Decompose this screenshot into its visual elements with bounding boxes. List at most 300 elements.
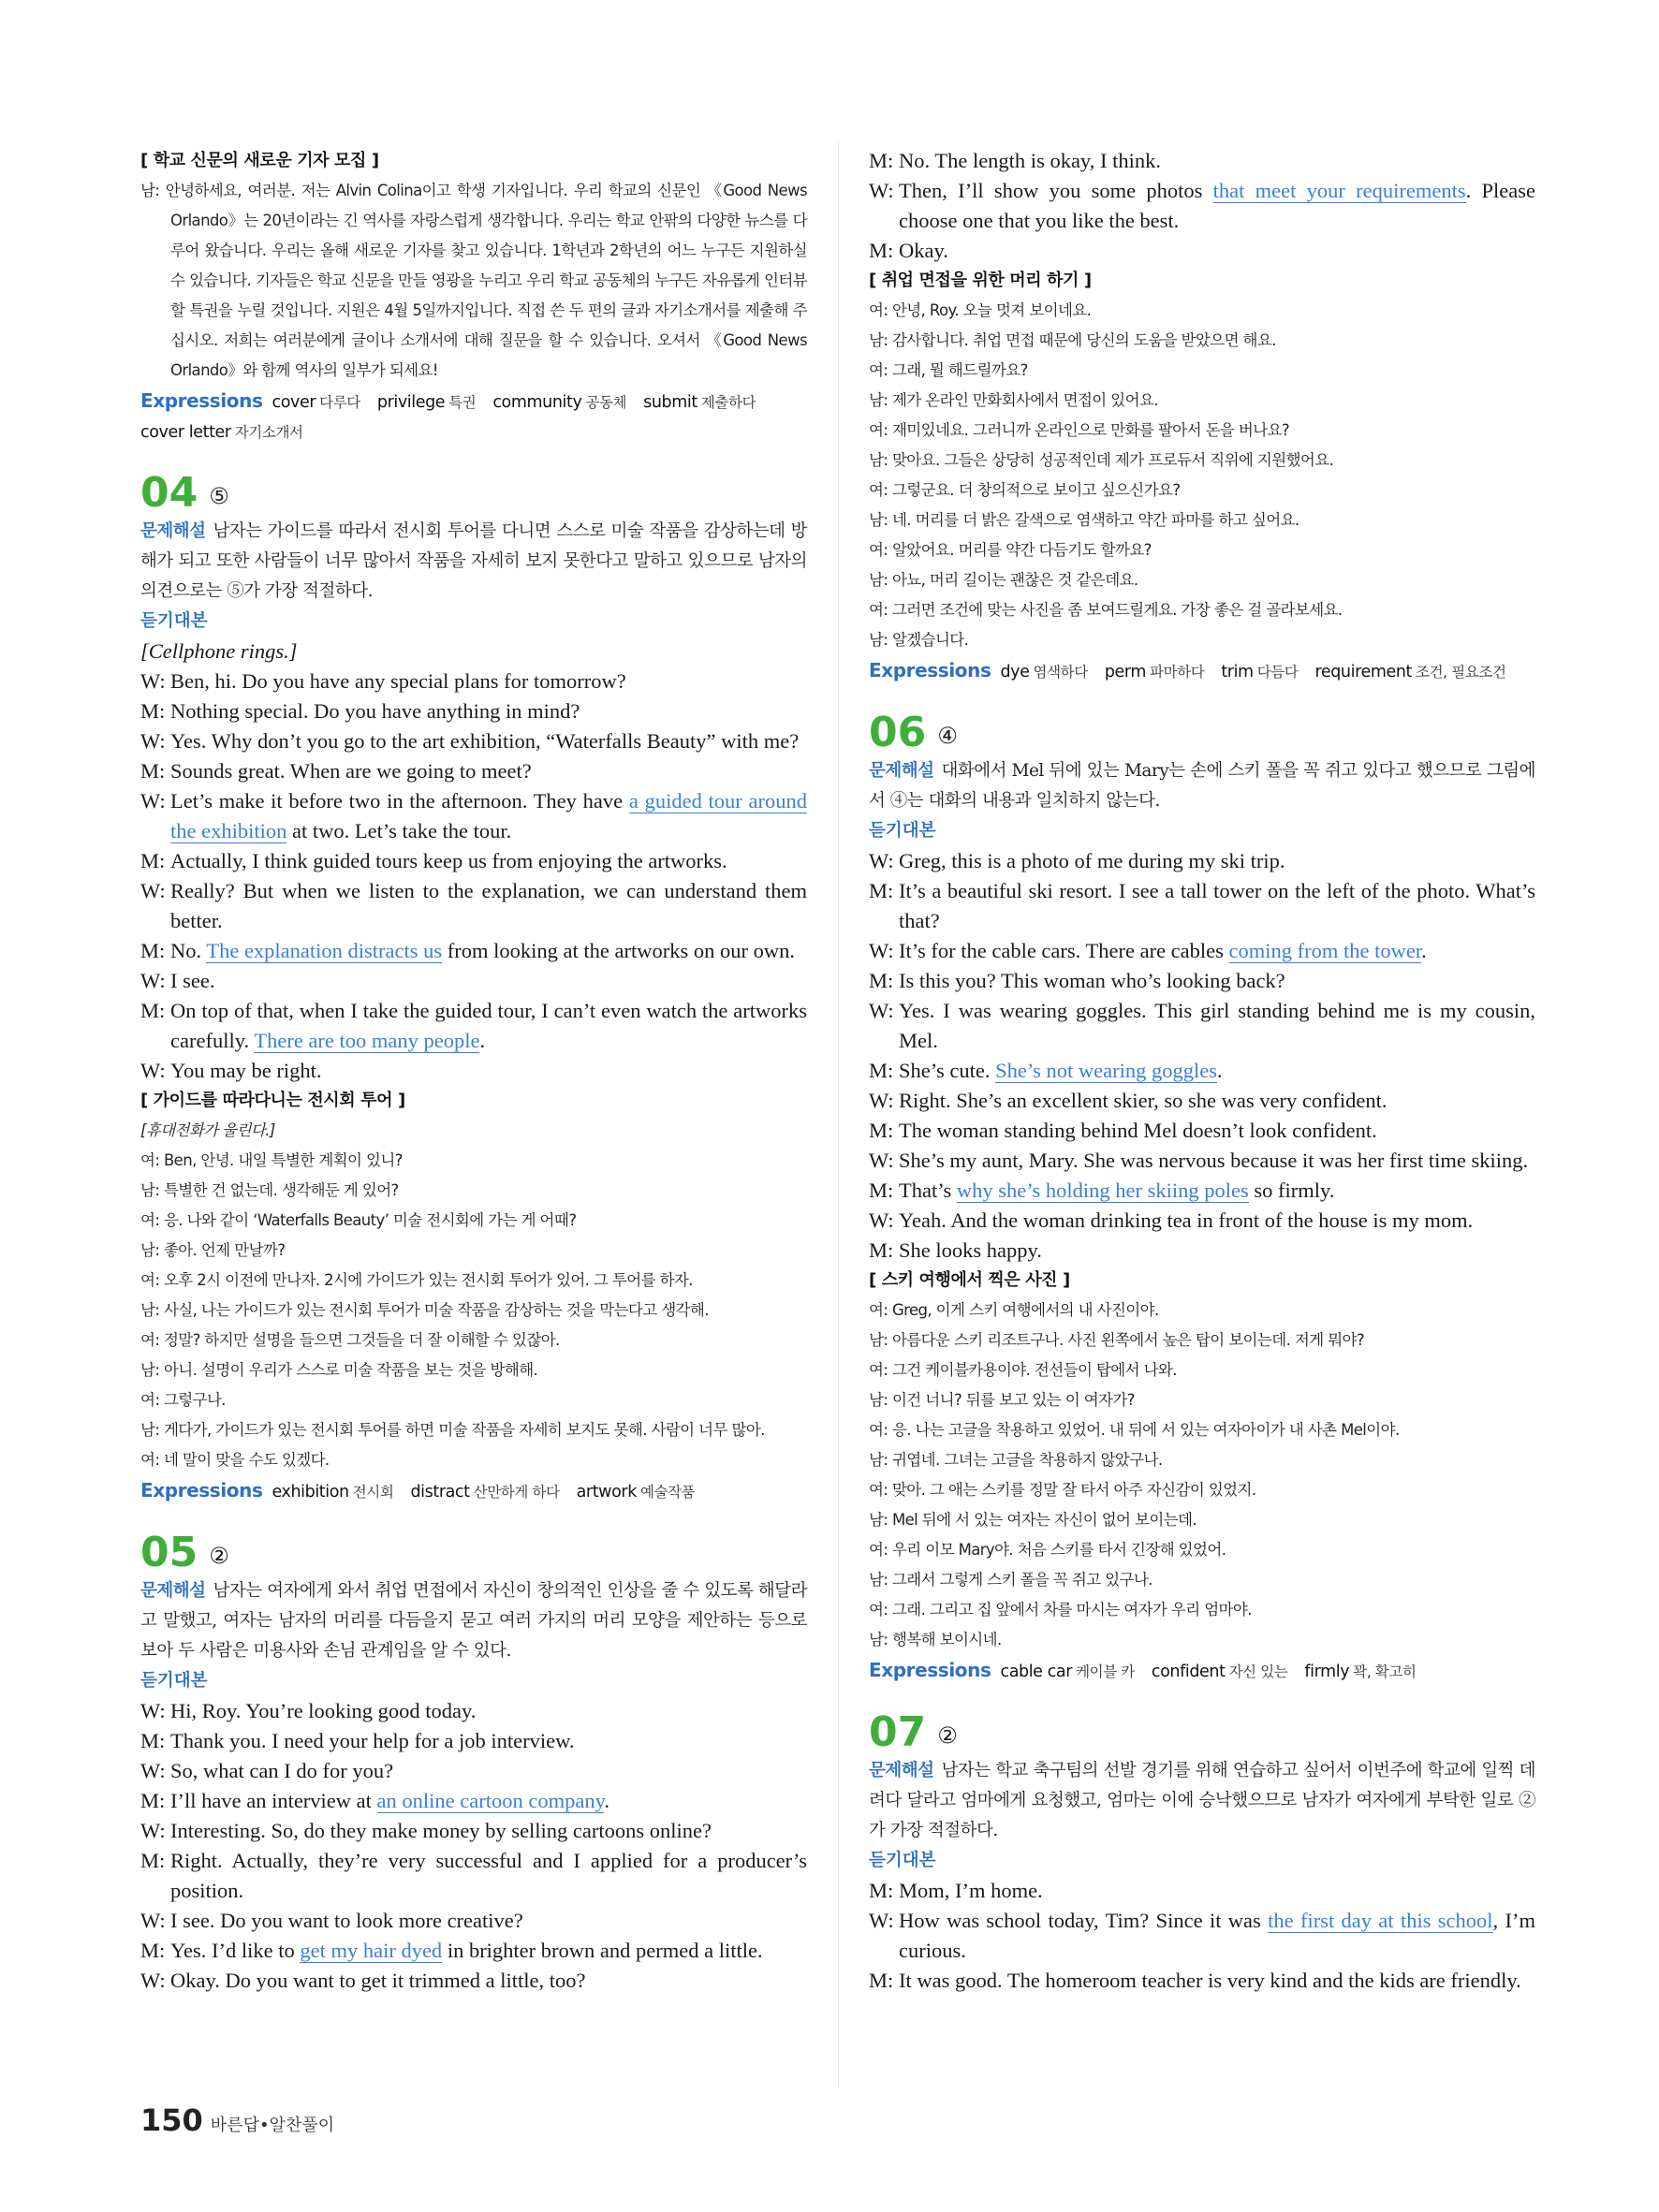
dialogue	[869, 1876, 1535, 1996]
dialogue	[140, 667, 807, 1086]
speaker: W:	[140, 1759, 166, 1782]
korean-line: 남: 네. 머리를 더 밝은 갈색으로 염색하고 약간 파마를 하고 싶어요.	[869, 511, 1299, 529]
expression-word: distract	[410, 1483, 470, 1502]
text: Nothing special. Do you have anything in mind?	[170, 699, 580, 723]
text: from looking at the artworks on our own.	[442, 939, 795, 962]
dialogue-line	[869, 146, 1535, 176]
speaker: M:	[869, 1179, 894, 1202]
korean-line: 여: 응. 나와 같이 ‘Waterfalls Beauty’ 미술 전시회에 가는 게 어때?	[140, 1211, 577, 1229]
dialogue-line	[140, 1816, 807, 1846]
speaker: M:	[140, 699, 166, 723]
line-text	[170, 966, 807, 996]
text: It’s a beautiful ski resort. I see a tall tower on the left of the photo. What’s that?	[899, 879, 1535, 932]
speaker: M:	[140, 999, 166, 1022]
section-heading: [ 스키 여행에서 찍은 사진 ]	[869, 1270, 1070, 1290]
speaker: M:	[869, 1238, 894, 1262]
korean-line: 여: 그래. 그리고 집 앞에서 차를 마시는 여자가 우리 엄마야.	[869, 1601, 1252, 1619]
speaker: M:	[140, 939, 166, 962]
speaker: W:	[140, 789, 166, 813]
dialogue-line	[869, 996, 1535, 1056]
line-text	[899, 1146, 1535, 1176]
line-text	[899, 936, 1535, 966]
text: So, what can I do for you?	[170, 1759, 394, 1782]
line-text	[170, 1786, 807, 1816]
expression-item	[1314, 663, 1505, 681]
text: Right. She’s an excellent skier, so she was very confident.	[899, 1089, 1387, 1112]
dialogue	[140, 1696, 807, 1996]
korean-translation: 남: 안녕하세요, 여러분. 저는 Alvin Colina이고 학생 기자입니다. 우리 학교의 신문인 《Good News Orlando》는 20년이라는 긴 역사를 자랑스럽게 생각합니다. 우리는 학교 안팎의 다양한 뉴스를 다루어 왔습니다. 우리는 올해 새로운 기자를 찾고 있습니다. 1학년과 2학년의 어느 누구든 지원하실 수 있습니다. 기자들은 학교 신문을 만들 영광을 누리고 우리 학교 공동체의 누구든 자유롭게 인터뷰할 특권을 누릴 것입니다. 지원은 4월 5일까지입니다. 직접 쓴 두 편의 글과 자기소개서를 제출해 주십시오. 저희는 여러분에게 글이나 소개서에 대해 질문을 할 수 있습니다. 오셔서 《Good News Orlando》와 함께 역사의 일부가 되세요!	[140, 182, 807, 379]
explanation	[869, 1756, 1535, 1846]
korean-line: 남: 사실, 나는 가이드가 있는 전시회 투어가 미술 작품을 감상하는 것을 막는다고 생각해.	[140, 1301, 709, 1319]
key-phrase: why she’s holding her skiing poles	[956, 1179, 1249, 1202]
korean-line: 여: 정말? 하지만 설명을 들으면 그것들을 더 잘 이해할 수 있잖아.	[140, 1331, 560, 1349]
text: .	[479, 1029, 486, 1052]
dialogue-line	[869, 936, 1535, 966]
text: I see.	[170, 969, 215, 992]
key-phrase: that meet your requirements	[1212, 179, 1466, 202]
speaker: M:	[140, 759, 166, 783]
korean-line: 남: 특별한 건 없는데. 생각해둔 게 있어?	[140, 1181, 399, 1199]
expressions-label: Expressions	[140, 1479, 263, 1502]
dialogue-line	[869, 876, 1535, 936]
text: Then, I’ll show you some photos	[899, 179, 1213, 202]
text: Ben, hi. Do you have any special plans for tomorrow?	[170, 669, 626, 693]
dialogue-line	[140, 1726, 807, 1756]
speaker: W:	[140, 1969, 166, 1992]
line-text	[899, 1176, 1535, 1206]
expressions-label: Expressions	[140, 389, 263, 412]
dialogue-line	[140, 756, 807, 786]
dialogue-line	[140, 876, 807, 936]
speaker: M:	[869, 239, 894, 262]
line-text	[899, 1116, 1535, 1146]
line-text	[899, 876, 1535, 936]
left-column	[140, 146, 807, 1996]
dialogue-line	[140, 696, 807, 726]
line-text	[170, 996, 807, 1056]
text: Let’s make it before two in the afternoon. They have	[170, 789, 629, 813]
key-phrase: There are too many people	[254, 1029, 480, 1052]
expressions-label: Expressions	[869, 1659, 991, 1681]
speaker: M:	[140, 1729, 166, 1752]
dialogue-line	[869, 846, 1535, 876]
expression-word: artwork	[576, 1483, 637, 1502]
expression-meaning: 공동체	[585, 394, 627, 411]
korean-line: 여: 오후 2시 이전에 만나자. 2시에 가이드가 있는 전시회 투어가 있어. 그 투어를 하자.	[140, 1271, 693, 1289]
expression-word: requirement	[1314, 663, 1413, 681]
expression-word: cover	[272, 393, 316, 412]
answer-number: ②	[937, 1722, 958, 1749]
question-number: 07	[869, 1708, 927, 1756]
korean-line: 여: 그건 케이블카용이야. 전선들이 탑에서 나와.	[869, 1361, 1177, 1379]
line-text	[170, 1936, 807, 1966]
expressions	[140, 1475, 807, 1507]
expression-word: dye	[1000, 663, 1030, 681]
answer-number: ②	[209, 1543, 229, 1569]
speaker: W:	[869, 849, 894, 872]
line-text	[170, 1966, 807, 1996]
dialogue	[869, 846, 1535, 1266]
question-header	[140, 1524, 807, 1576]
line-text	[899, 1056, 1535, 1086]
korean-line: 남: 아뇨, 머리 길이는 괜찮은 것 같은데요.	[869, 571, 1138, 589]
speaker: W:	[140, 969, 166, 992]
expression-item	[492, 393, 626, 412]
expression-item	[577, 1483, 696, 1502]
dialogue-line	[869, 1876, 1535, 1906]
text: Is this you? This woman who’s looking back?	[899, 969, 1285, 992]
text: so firmly.	[1248, 1179, 1335, 1202]
explanation	[869, 756, 1535, 816]
question-header	[140, 464, 807, 517]
speaker: W:	[869, 939, 894, 962]
key-phrase: coming from the tower	[1228, 939, 1422, 962]
expression-meaning: 파마하다	[1150, 664, 1205, 681]
line-text	[170, 846, 807, 876]
korean-line: 여: 그렇구나.	[140, 1391, 226, 1409]
dialogue-line	[869, 1086, 1535, 1116]
expression-meaning: 자신 있는	[1228, 1663, 1288, 1680]
expression-item	[1152, 1663, 1288, 1681]
line-text	[170, 1906, 807, 1936]
expression-item	[1105, 663, 1205, 681]
text: .	[604, 1789, 609, 1812]
speaker: W:	[140, 1699, 166, 1722]
speaker: M:	[140, 1939, 166, 1962]
explanation	[140, 517, 807, 607]
question-header	[869, 1704, 1535, 1756]
stage-direction-kr: [휴대전화가 울린다.]	[140, 1121, 275, 1139]
answer-number: ④	[937, 723, 958, 749]
text: .	[1421, 939, 1427, 962]
line-text	[170, 726, 807, 756]
text: No.	[170, 939, 207, 962]
stage-direction: [Cellphone rings.]	[140, 639, 298, 663]
text: .	[1216, 1059, 1223, 1082]
korean-line: 여: 재미있네요. 그러니까 온라인으로 만화를 팔아서 돈을 버나요?	[869, 421, 1290, 439]
korean-line: 남: 감사합니다. 취업 면접 때문에 당신의 도움을 받았으면 해요.	[869, 331, 1276, 349]
speaker: M:	[140, 1849, 166, 1872]
dialogue-line	[140, 786, 807, 846]
expression-item	[272, 393, 360, 412]
line-text	[899, 1206, 1535, 1236]
line-text	[170, 1696, 807, 1726]
dialogue-line	[140, 1906, 807, 1936]
dialogue-line	[140, 1966, 807, 1996]
dialogue-line	[869, 1206, 1535, 1236]
expression-meaning: 예술작품	[639, 1484, 696, 1501]
text: Yes. Why don’t you go to the art exhibition, “Waterfalls Beauty” with me?	[170, 729, 800, 753]
expression-item	[1000, 663, 1087, 681]
book-title: 바른답•알찬풀이	[210, 2116, 335, 2135]
line-text	[170, 1756, 807, 1786]
text: Interesting. So, do they make money by selling cartoons online?	[170, 1819, 712, 1842]
speaker: W:	[869, 1089, 894, 1112]
korean-line: 남: 맞아요. 그들은 상당히 성공적인데 제가 프로듀서 직위에 지원했어요.	[869, 451, 1334, 469]
dialogue-line	[140, 1056, 807, 1086]
page-number: 150	[140, 2102, 203, 2138]
page-footer	[140, 2102, 334, 2138]
script-label: 듣기대본	[869, 821, 936, 841]
korean-line: 남: 귀엽네. 그녀는 고글을 착용하지 않았구나.	[869, 1451, 1163, 1469]
text: Hi, Roy. You’re looking good today.	[170, 1699, 477, 1722]
korean-line: 남: 이건 너니? 뒤를 보고 있는 이 여자가?	[869, 1391, 1135, 1409]
expression-meaning: 다루다	[319, 394, 360, 411]
dialogue-line	[140, 846, 807, 876]
dialogue-line	[140, 936, 807, 966]
text: Yes. I was wearing goggles. This girl standing behind me is my cousin, Mel.	[899, 999, 1535, 1052]
text: No. The length is okay, I think.	[899, 149, 1161, 172]
explanation-label: 문제해설	[869, 761, 934, 781]
dialogue-line	[869, 236, 1535, 266]
expression-meaning: 케이블 카	[1076, 1663, 1135, 1680]
explanation-label: 문제해설	[140, 521, 206, 541]
korean-dialogue	[869, 1296, 1535, 1655]
expression-item	[643, 393, 756, 412]
expression-meaning: 산만하게 하다	[473, 1484, 560, 1501]
speaker: W:	[140, 1059, 166, 1082]
korean-line: 여: 맞아. 그 애는 스키를 정말 잘 타서 아주 자신감이 있었지.	[869, 1481, 1256, 1499]
line-text	[899, 1086, 1535, 1116]
dialogue-line	[140, 1786, 807, 1816]
text: She looks happy.	[899, 1238, 1042, 1262]
text: Sounds great. When are we going to meet?	[170, 759, 532, 783]
dialogue-line	[140, 667, 807, 696]
korean-line: 여: 네 말이 맞을 수도 있겠다.	[140, 1451, 330, 1469]
speaker: M:	[140, 849, 166, 872]
speaker: M:	[869, 969, 894, 992]
expression-word: cable car	[1000, 1663, 1073, 1681]
line-text	[899, 1906, 1535, 1966]
korean-line: 남: 제가 온라인 만화회사에서 면접이 있어요.	[869, 391, 1158, 409]
dialogue-line	[140, 1756, 807, 1786]
expression-word: exhibition	[272, 1483, 349, 1502]
text: She’s my aunt, Mary. She was nervous because it was her first time skiing.	[899, 1149, 1529, 1172]
text: The woman standing behind Mel doesn’t look confident.	[899, 1119, 1377, 1142]
korean-line: 남: 행복해 보이시네.	[869, 1631, 1002, 1648]
dialogue-line	[869, 1176, 1535, 1206]
key-phrase: The explanation distracts us	[206, 939, 443, 962]
speaker: W:	[140, 669, 166, 693]
text: On top of that, when I take the guided tour, I can’t even watch the artworks carefully.	[170, 999, 807, 1052]
line-text	[170, 1726, 807, 1756]
dialogue-line	[869, 966, 1535, 996]
expression-item	[377, 393, 476, 412]
expression-item	[410, 1483, 559, 1502]
dialogue-line	[869, 1966, 1535, 1996]
text: Actually, I think guided tours keep us from enjoying the artworks.	[170, 849, 727, 872]
expression-word: cover letter	[140, 423, 231, 442]
script-label: 듣기대본	[869, 1851, 936, 1870]
expression-word: confident	[1151, 1663, 1226, 1681]
speaker: W:	[869, 999, 894, 1022]
expression-item	[272, 1483, 393, 1502]
section-heading: [ 학교 신문의 새로운 기자 모집 ]	[140, 151, 379, 170]
expression-word: community	[492, 393, 582, 412]
speaker: W:	[869, 1149, 894, 1172]
korean-line: 남: Mel 뒤에 서 있는 여자는 자신이 없어 보이는데.	[869, 1511, 1197, 1529]
explanation-text: 남자는 여자에게 와서 취업 면접에서 자신이 창의적인 인상을 줄 수 있도록 해달라고 말했고, 여자는 남자의 머리를 다듬을지 묻고 여러 가지의 머리 모양을 제안하는 등으로 보아 두 사람은 미용사와 손님 관계임을 알 수 있다.	[140, 1581, 807, 1661]
expression-word: trim	[1221, 663, 1254, 681]
expression-word: privilege	[376, 393, 446, 412]
line-text	[170, 1846, 807, 1906]
expression-meaning: 염색하다	[1033, 664, 1088, 681]
line-text	[899, 966, 1535, 996]
korean-line: 여: 알았어요. 머리를 약간 다듬기도 할까요?	[869, 541, 1152, 559]
korean-line: 여: 응. 나는 고글을 착용하고 있었어. 내 뒤에 서 있는 여자아이가 내 사촌 Mel이야.	[869, 1421, 1400, 1439]
text: How was school today, Tim? Since it was	[899, 1909, 1269, 1932]
dialogue-line	[869, 1146, 1535, 1176]
expression-item	[1221, 663, 1298, 681]
script-label: 듣기대본	[140, 1671, 208, 1691]
line-text	[899, 236, 1535, 266]
explanation	[140, 1576, 807, 1666]
text: Okay. Do you want to get it trimmed a little, too?	[170, 1969, 586, 1992]
explanation-text: 남자는 가이드를 따라서 전시회 투어를 다니면 스스로 미술 작품을 감상하는데 방해가 되고 또한 사람들이 너무 많아서 작품을 자세히 보지 못한다고 말하고 있으므로 남자의 의견으로는 ⑤가 가장 적절하다.	[140, 521, 807, 601]
right-column	[869, 146, 1535, 1996]
text: Yeah. And the woman drinking tea in front of the house is my mom.	[899, 1209, 1474, 1232]
dialogue-line	[869, 176, 1535, 236]
expression-item	[1304, 1663, 1416, 1681]
line-text	[899, 846, 1535, 876]
expression-meaning: 자기소개서	[234, 424, 303, 441]
dialogue-line	[140, 1696, 807, 1726]
speaker: M:	[869, 149, 894, 172]
korean-line: 여: 그래, 뭘 해드릴까요?	[869, 361, 1028, 379]
speaker: M:	[869, 1119, 894, 1142]
expressions	[869, 655, 1535, 687]
speaker: M:	[869, 1969, 894, 1992]
text: It’s for the cable cars. There are cables	[899, 939, 1229, 962]
line-text	[170, 1816, 807, 1846]
text: in brighter brown and permed a little.	[442, 1939, 763, 1962]
speaker: W:	[869, 1909, 894, 1932]
text: Right. Actually, they’re very successful and I applied for a producer’s position.	[170, 1849, 807, 1902]
expression-word: perm	[1104, 663, 1147, 681]
expression-meaning: 제출하다	[700, 394, 756, 411]
expression-meaning: 특권	[448, 394, 477, 411]
expression-meaning: 다듬다	[1256, 664, 1299, 681]
expression-word: firmly	[1304, 1663, 1350, 1681]
korean-line: 여: 그러면 조건에 맞는 사진을 좀 보여드릴게요. 가장 좋은 걸 골라보세요.	[869, 601, 1343, 619]
speaker: M:	[869, 1879, 894, 1902]
speaker: W:	[869, 179, 894, 202]
line-text	[899, 146, 1535, 176]
speaker: M:	[869, 879, 894, 902]
key-phrase: get my hair dyed	[300, 1939, 443, 1962]
line-text	[899, 1966, 1535, 1996]
expressions-label: Expressions	[869, 659, 991, 681]
text: I see. Do you want to look more creative?	[170, 1909, 523, 1932]
line-text	[899, 176, 1535, 236]
question-number: 06	[869, 709, 927, 756]
dialogue-line	[869, 1236, 1535, 1266]
text: Yes. I’d like to	[170, 1939, 301, 1962]
text: Thank you. I need your help for a job interview.	[170, 1729, 575, 1752]
korean-line: 남: 게다가, 가이드가 있는 전시회 투어를 하면 미술 작품을 자세히 보지도 못해. 사람이 너무 많아.	[140, 1421, 765, 1439]
column-divider	[838, 140, 839, 2087]
expression-item	[140, 423, 303, 442]
explanation-label: 문제해설	[869, 1761, 934, 1780]
text: I’ll have an interview at	[170, 1789, 377, 1812]
speaker: W:	[140, 729, 166, 753]
korean-dialogue	[869, 296, 1535, 655]
expression-meaning: 꽉, 확고히	[1353, 1663, 1417, 1680]
line-text	[170, 696, 807, 726]
korean-line: 여: Ben, 안녕. 내일 특별한 계획이 있니?	[140, 1151, 403, 1169]
answer-number: ⑤	[209, 483, 229, 509]
line-text	[170, 936, 807, 966]
line-text	[170, 667, 807, 696]
line-text	[170, 756, 807, 786]
korean-line: 여: 그렇군요. 더 창의적으로 보이고 싶으신가요?	[869, 481, 1181, 499]
dialogue	[869, 146, 1535, 266]
expressions	[140, 386, 807, 447]
line-text	[170, 1056, 807, 1086]
text: You may be right.	[170, 1059, 322, 1082]
script-label: 듣기대본	[140, 611, 208, 631]
dialogue-line	[140, 726, 807, 756]
dialogue-line	[869, 1056, 1535, 1086]
text: at two. Let’s take the tour.	[286, 819, 512, 842]
expression-word: submit	[643, 393, 697, 412]
dialogue-line	[140, 1846, 807, 1906]
expressions	[869, 1655, 1535, 1687]
dialogue-line	[140, 996, 807, 1056]
section-heading: [ 취업 면접을 위한 머리 하기 ]	[869, 271, 1092, 290]
explanation-label: 문제해설	[140, 1581, 206, 1601]
line-text	[899, 1236, 1535, 1266]
text: Mom, I’m home.	[899, 1879, 1043, 1902]
korean-line: 남: 아름다운 스키 리조트구나. 사진 왼쪽에서 높은 탑이 보이는데. 저게 뭐야?	[869, 1331, 1365, 1349]
expression-meaning: 조건, 필요조건	[1416, 664, 1506, 681]
korean-line: 여: 안녕, Roy. 오늘 멋져 보이네요.	[869, 301, 1092, 319]
speaker: W:	[140, 1819, 166, 1842]
text: It was good. The homeroom teacher is very kind and the kids are friendly.	[899, 1969, 1521, 1992]
key-phrase: She’s not wearing goggles	[995, 1059, 1217, 1082]
speaker: W:	[869, 1209, 894, 1232]
text: Really? But when we listen to the explanation, we can understand them better.	[170, 879, 807, 932]
line-text	[899, 1876, 1535, 1906]
key-phrase: an online cartoon company	[376, 1789, 605, 1812]
text: Okay.	[899, 239, 948, 262]
question-number: 04	[140, 469, 198, 517]
text: . Please choose one that you like the best.	[899, 179, 1535, 232]
dialogue-line	[869, 1116, 1535, 1146]
question-number: 05	[140, 1529, 198, 1576]
korean-line: 여: Greg, 이게 스키 여행에서의 내 사진이야.	[869, 1301, 1159, 1319]
key-phrase: a guided tour around the exhibition	[170, 789, 807, 842]
dialogue-line	[140, 1936, 807, 1966]
explanation-text: 대화에서 Mel 뒤에 있는 Mary는 손에 스키 폴을 꼭 쥐고 있다고 했으므로 그림에서 ④는 대화의 내용과 일치하지 않는다.	[869, 761, 1535, 811]
section-heading: [ 가이드를 따라다니는 전시회 투어 ]	[140, 1091, 405, 1110]
text: That’s	[899, 1179, 957, 1202]
dialogue-line	[869, 1906, 1535, 1966]
text: , I’m curious.	[899, 1909, 1535, 1962]
speaker: M:	[140, 1789, 166, 1812]
korean-dialogue	[140, 1146, 807, 1475]
key-phrase: the first day at this school	[1268, 1909, 1493, 1932]
speaker: M:	[869, 1059, 894, 1082]
line-text	[899, 996, 1535, 1056]
korean-line: 남: 그래서 그렇게 스키 폴을 꼭 쥐고 있구나.	[869, 1571, 1152, 1589]
korean-line: 여: 우리 이모 Mary야. 처음 스키를 타서 긴장해 있었어.	[869, 1541, 1226, 1559]
speaker: W:	[140, 879, 166, 902]
dialogue-line	[140, 966, 807, 996]
text: Greg, this is a photo of me during my ski trip.	[899, 849, 1285, 872]
line-text	[170, 786, 807, 846]
question-header	[869, 704, 1535, 756]
